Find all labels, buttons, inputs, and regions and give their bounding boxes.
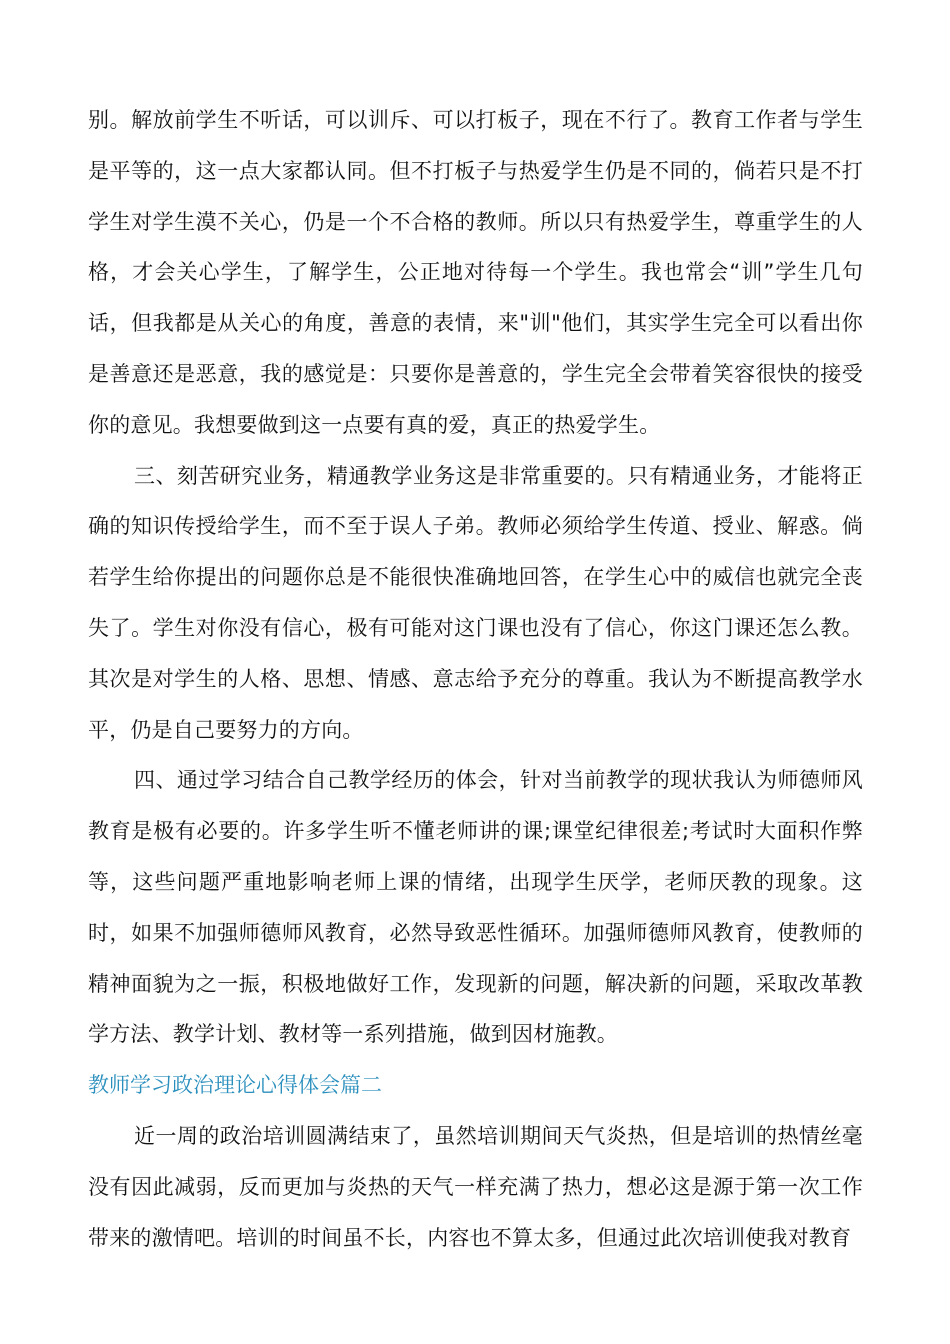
- paragraph-point-four: 四、通过学习结合自己教学经历的体会，针对当前教学的现状我认为师德师风教育是极有必要的。许多学生听不懂老师讲的课;课堂纪律很差;考试时大面积作弊等，这些问题严重地影响老师上课的情绪，出现学生厌学，老师厌教的现象。这时，如果不加强师德师风教育，必然导致恶性循环。加强师德师风教育，使教师的精神面貌为之一振，积极地做好工作，发现新的问题，解决新的问题，采取改革教学方法、教学计划、教材等一系列措施，做到因材施教。: [88, 768, 863, 1047]
- section-heading: 教师学习政治理论心得体会篇二: [88, 1073, 382, 1098]
- paragraph-continuation: 别。解放前学生不听话，可以训斥、可以打板子，现在不行了。教育工作者与学生是平等的，这一点大家都认同。但不打板子与热爱学生仍是不同的，倘若只是不打学生对学生漠不关心，仍是一个不合格的教师。所以只有热爱学生，尊重学生的人格，才会关心学生，了解学生，公正地对待每一个学生。我也常会“训”学生几句话，但我都是从关心的角度，善意的表情，来"训"他们，其实学生完全可以看出你是善意还是恶意，我的感觉是：只要你是善意的，学生完全会带着笑容很快的接受你的意见。我想要做到这一点要有真的爱，真正的热爱学生。: [88, 108, 863, 437]
- paragraph-point-three: 三、刻苦研究业务，精通教学业务这是非常重要的。只有精通业务，才能将正确的知识传授给学生，而不至于误人子弟。教师必须给学生传道、授业、解惑。倘若学生给你提出的问题你总是不能很快准确地回答，在学生心中的威信也就完全丧失了。学生对你没有信心，极有可能对这门课也没有了信心，你这门课还怎么教。其次是对学生的人格、思想、情感、意志给予充分的尊重。我认为不断提高教学水平，仍是自己要努力的方向。: [88, 463, 863, 742]
- document-page: [88, 95, 863, 1263]
- section-paragraph: 近一周的政治培训圆满结束了，虽然培训期间天气炎热，但是培训的热情丝毫没有因此减弱，反而更加与炎热的天气一样充满了热力，想必这是源于第一次工作带来的激情吧。培训的时间虽不长，内容也不算太多，但通过此次培训使我对教育: [88, 1123, 863, 1250]
